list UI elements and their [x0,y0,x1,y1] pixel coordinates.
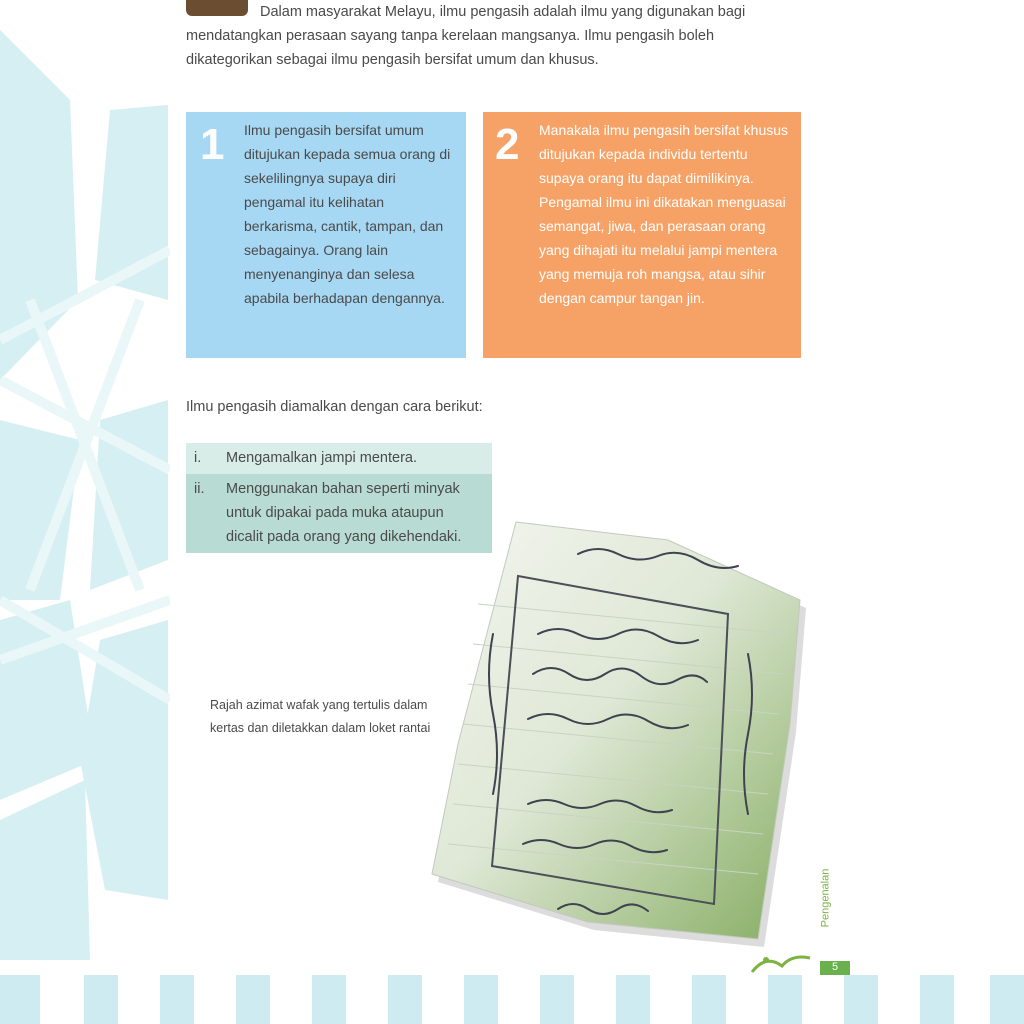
page-number: 5 [820,961,850,975]
figure-caption: Rajah azimat wafak yang tertulis dalam kertas dan diletakkan dalam loket rantai [210,698,431,735]
box-number: 2 [495,120,520,169]
leaf-ornament-icon [748,952,816,976]
list-item [186,443,492,474]
box-text: Ilmu pengasih bersifat umum ditujukan kepada semua orang di sekelilingnya supaya diri pengamal itu kelihatan berkarisma, cantik, tampan, dan sebagainya. Orang lain menyenanginya dan selesa apabila berhadapan dengannya. [244,122,451,306]
box-number: 1 [200,120,225,169]
box-text: Manakala ilmu pengasih bersifat khusus ditujukan kepada individu tertentu supaya orang itu dapat dimilikinya. Pengamal ilmu ini dikatakan menguasai semangat, jiwa, dan perasaan orang yang dihajati itu melalui jampi mentera yang memuja roh mangsa, atau sihir dengan campur tangan jin. [539,122,789,306]
bottom-stripe-pattern [0,975,1024,1024]
info-box-general [186,112,466,358]
list-text: Mengamalkan jampi mentera. [226,450,418,466]
list-marker: i. [194,450,202,466]
section-label-text: Pengenalan [819,868,832,928]
talisman-paper-photo [418,514,818,954]
info-box-specific [483,112,801,358]
list-text: Menggunakan bahan seperti minyak untuk dipakai pada muka ataupun dicalit pada orang yang dikehendaki. [226,481,462,545]
list-marker: ii. [194,481,205,497]
intro-text: Dalam masyarakat Melayu, ilmu pengasih adalah ilmu yang digunakan bagi mendatangkan perasaan sayang tanpa kerelaan mangsanya. Ilmu pengasih boleh dikategorikan sebagai ilmu pengasih bersifat umum dan khusus. [186,4,746,68]
decorative-pattern [0,0,170,960]
section-label [819,858,862,948]
methods-title: Ilmu pengasih diamalkan dengan cara berikut: [186,399,483,415]
intro-paragraph [186,0,776,72]
